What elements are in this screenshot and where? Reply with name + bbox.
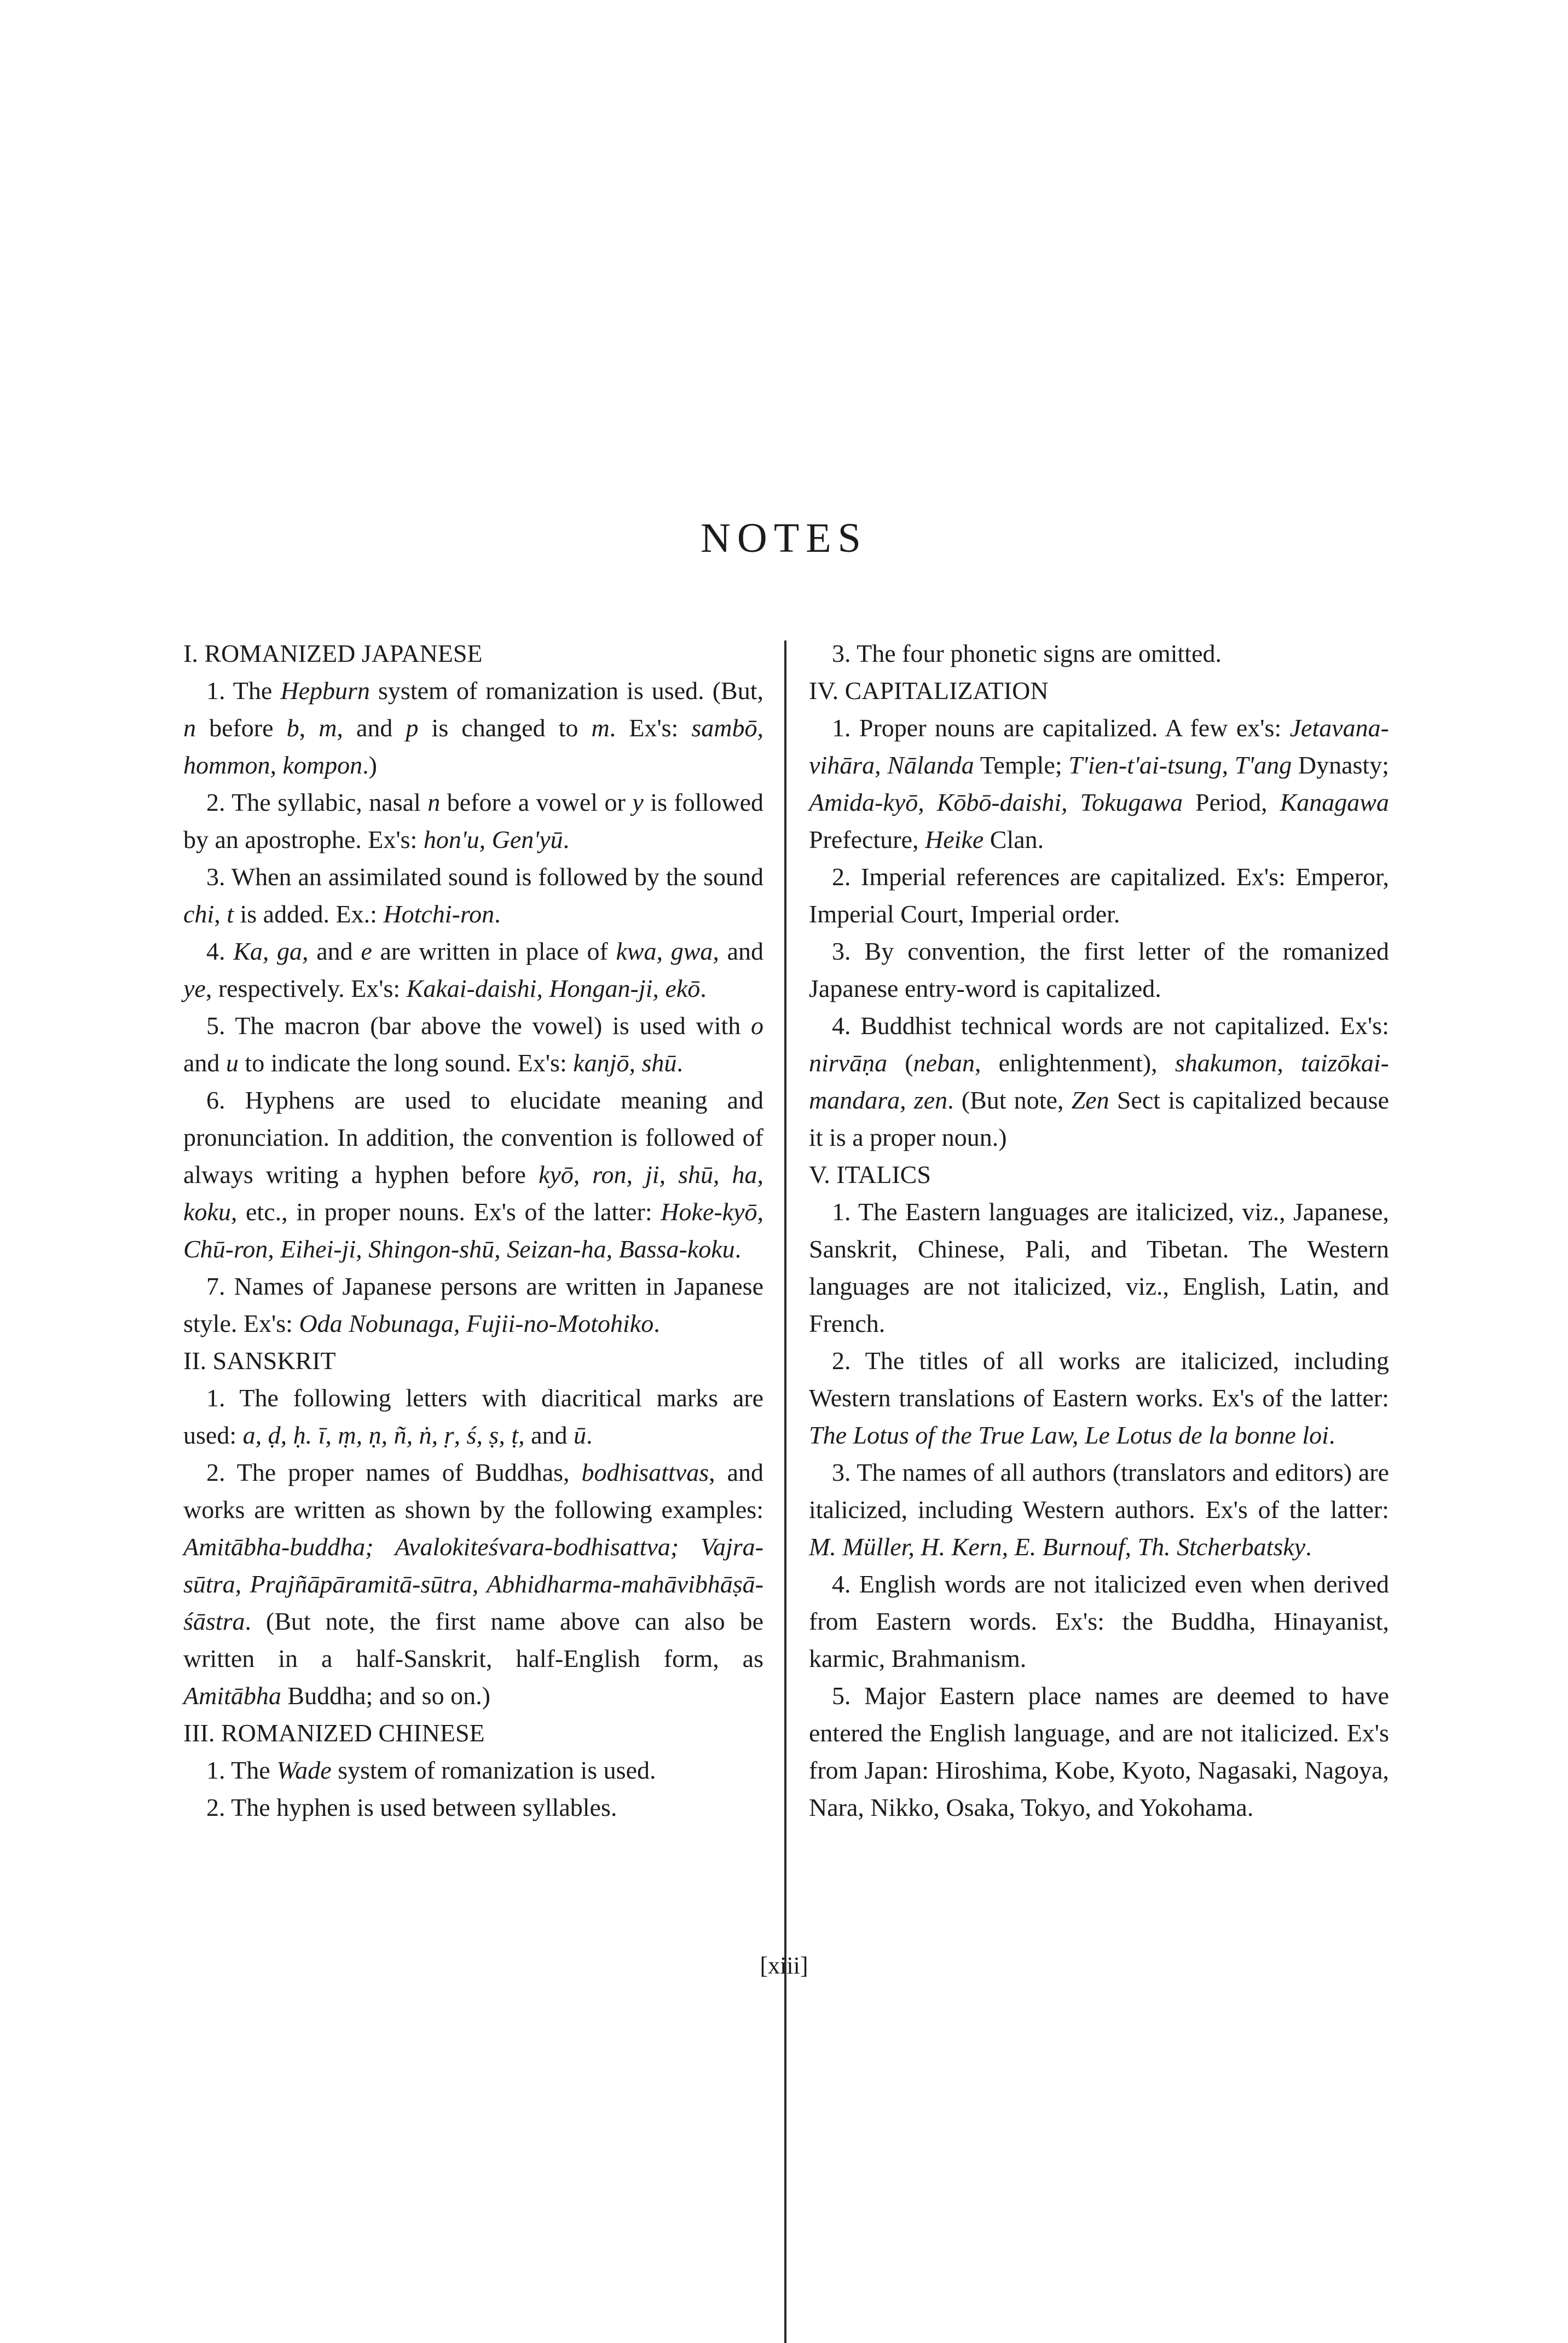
note-item: 3. By convention, the first letter of the romanized Japanese entry-word is capitalized. — [809, 937, 1389, 1002]
page-title: NOTES — [701, 515, 867, 561]
note-item: 3. The four phonetic signs are omitted. — [832, 639, 1222, 667]
note-item: 5. The macron (bar above the vowel) is used with o and u to indicate the long sound. Ex's: kanjō, shū. — [183, 1012, 763, 1077]
column-divider — [784, 640, 786, 2343]
left-column — [183, 635, 763, 1826]
note-item: 6. Hyphens are used to elucidate meaning and pronunciation. In addition, the convention is followed of always writing a hyphen before kyō, ron, ji, shū, ha, koku, etc., in proper nouns. Ex's of the latter: Hoke-kyō, Chū-ron, Eihei-ji, Shingon-shū, Seizan-ha, Bassa-koku. — [183, 1086, 763, 1263]
section-heading-italics: V. ITALICS — [809, 1161, 931, 1188]
note-item: 1. Proper nouns are capitalized. A few ex's: Jetavana-vihāra, Nālanda Temple; T'ien-t'ai-tsung, T'ang Dynasty; Amida-kyō, Kōbō-daishi, Tokugawa Period, Kanagawa Prefecture, Heike Clan. — [809, 714, 1389, 853]
note-item: 2. The hyphen is used between syllables. — [206, 1793, 617, 1821]
right-column — [809, 635, 1389, 1826]
page-number: [xiii] — [760, 1952, 808, 1979]
note-item: 7. Names of Japanese persons are written in Japanese style. Ex's: Oda Nobunaga, Fujii-no-Motohiko. — [183, 1272, 763, 1337]
section-heading-romanized-chinese: III. ROMANIZED CHINESE — [183, 1719, 485, 1747]
note-item: 2. Imperial references are capitalized. Ex's: Emperor, Imperial Court, Imperial order. — [809, 863, 1389, 928]
note-item: 1. The Hepburn system of romanization is used. (But, n before b, m, and p is changed to m. Ex's: sambō, hommon, kompon.) — [183, 677, 763, 779]
note-item: 4. Buddhist technical words are not capitalized. Ex's: nirvāṇa (neban, enlightenment), shakumon, taizōkai-mandara, zen. (But note, Zen Sect is capitalized because it is a proper noun.) — [809, 1012, 1389, 1151]
note-item: 1. The following letters with diacritical marks are used: a, ḍ, ḥ. ī, ṃ, ṇ, ñ, ṅ, ṛ, ś, ṣ, ṭ, and ū. — [183, 1384, 763, 1449]
note-item: 2. The proper names of Buddhas, bodhisattvas, and works are written as shown by the following examples: Amitābha-buddha; Avalokiteśvara-bodhisattva; Vajra-sūtra, Prajñāpāramitā-sūtra, Abhidharma-mahāvibhāṣā-śāstra. (But note, the first name above can also be written in a half-Sanskrit, half-English form, as Amitābha Buddha; and so on.) — [183, 1458, 764, 1710]
note-item: 1. The Wade system of romanization is used. — [206, 1756, 656, 1784]
note-item: 2. The titles of all works are italicized, including Western translations of Eastern works. Ex's of the latter: The Lotus of the True Law, Le Lotus de la bonne loi. — [809, 1347, 1389, 1449]
note-item: 4. Ka, ga, and e are written in place of kwa, gwa, and ye, respectively. Ex's: Kakai-daishi, Hongan-ji, ekō. — [183, 937, 764, 1002]
note-item: 2. The syllabic, nasal n before a vowel or y is followed by an apostrophe. Ex's: hon'u, Gen'yū. — [183, 788, 763, 853]
note-item: 1. The Eastern languages are italicized, viz., Japanese, Sanskrit, Chinese, Pali, and Tibetan. The Western languages are not italicized, viz., English, Latin, and French. — [809, 1198, 1389, 1337]
note-item: 5. Major Eastern place names are deemed to have entered the English language, and are not italicized. Ex's from Japan: Hiroshima, Kobe, Kyoto, Nagasaki, Nagoya, Nara, Nikko, Osaka, Tokyo, and Yokohama. — [809, 1682, 1389, 1821]
section-heading-sanskrit: II. SANSKRIT — [183, 1347, 336, 1375]
section-heading-capitalization: IV. CAPITALIZATION — [809, 677, 1049, 705]
note-item: 3. When an assimilated sound is followed by the sound chi, t is added. Ex.: Hotchi-ron. — [183, 863, 763, 928]
section-heading-romanized-japanese: I. ROMANIZED JAPANESE — [183, 639, 483, 667]
note-item: 3. The names of all authors (translators and editors) are italicized, including Western authors. Ex's of the latter: M. Müller, H. Kern, E. Burnouf, Th. Stcherbatsky. — [809, 1458, 1389, 1561]
note-item: 4. English words are not italicized even when derived from Eastern words. Ex's: the Buddha, Hinayanist, karmic, Brahmanism. — [809, 1570, 1389, 1672]
